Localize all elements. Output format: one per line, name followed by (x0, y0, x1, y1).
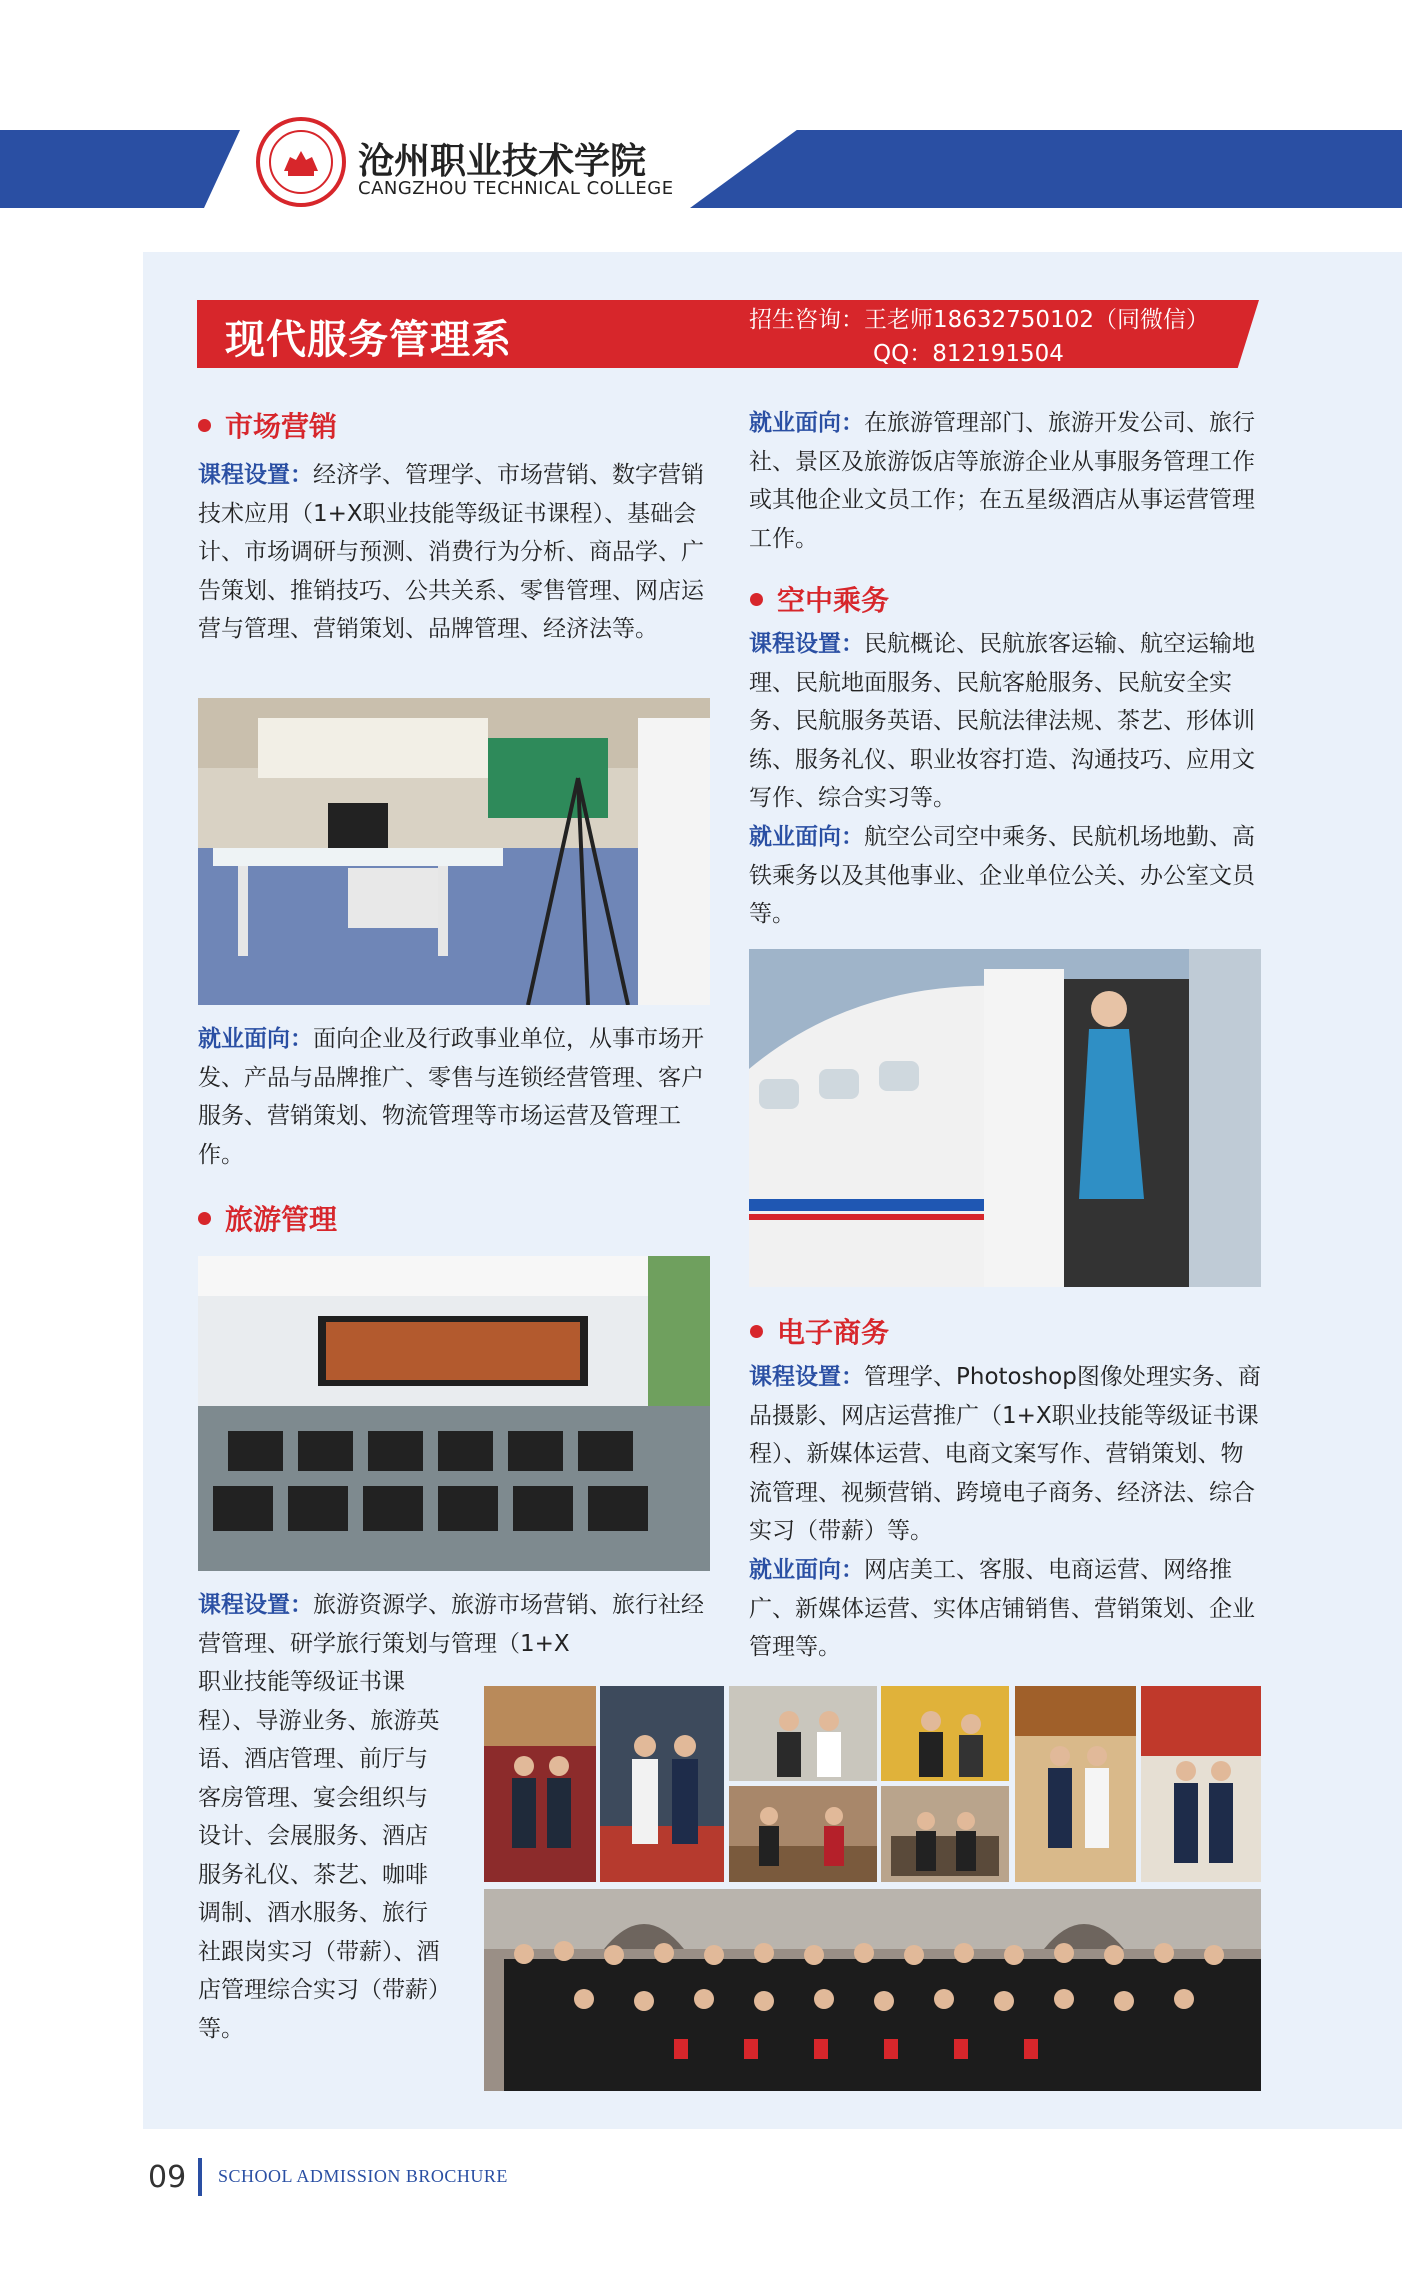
college-name: 沧州职业技术学院 (358, 141, 647, 182)
bullet-icon (750, 593, 763, 606)
tourism-course-text-wide: 旅游资源学、旅游市场营销、旅行社经营管理、研学旅行策划与管理（1+X (198, 1592, 704, 1657)
tourism-heading (198, 1198, 337, 1238)
course-label: 课程设置： (198, 462, 313, 488)
collage-photo-7 (1015, 1686, 1136, 1882)
tourism-classroom-photo (198, 1256, 710, 1571)
header-band-left (0, 130, 240, 208)
bullet-icon (750, 1325, 763, 1338)
collage-photo-8 (1141, 1686, 1261, 1882)
bullet-icon (198, 419, 211, 432)
flight-jobs (749, 818, 1261, 934)
marketing-jobs (198, 1020, 710, 1174)
job-label: 就业面向： (749, 410, 864, 436)
ecommerce-jobs (749, 1551, 1261, 1667)
course-label: 课程设置： (198, 1592, 313, 1618)
flight-heading-text: 空中乘务 (777, 584, 890, 617)
college-emblem-icon (266, 127, 336, 197)
tourism-heading-text: 旅游管理 (225, 1203, 338, 1236)
job-label: 就业面向： (198, 1026, 313, 1052)
marketing-job-text: 面向企业及行政事业单位，从事市场开发、产品与品牌推广、零售与连锁经营管理、客户服务、营销策划、物流管理等市场运营及管理工作。 (198, 1026, 704, 1168)
marketing-course-text: 经济学、管理学、市场营销、数字营销技术应用（1+X职业技能等级证书课程）、基础会计、市场调研与预测、消费行为分析、商品学、广告策划、推销技巧、公共关系、零售管理、网店运营与管理、营销策划、品牌管理、经济法等。 (198, 462, 704, 642)
collage-group-photo (484, 1889, 1261, 2091)
ecommerce-heading-text: 电子商务 (777, 1316, 890, 1349)
tourism-courses-wide (198, 1586, 710, 1663)
collage-photo-3 (729, 1686, 877, 1781)
footer-caption: SCHOOL ADMISSION BROCHURE (218, 2166, 508, 2186)
contact-qq: QQ：812191504 (873, 341, 1064, 367)
collage-photo-1 (484, 1686, 596, 1882)
marketing-heading-text: 市场营销 (225, 410, 338, 443)
ecommerce-course-text: 管理学、Photoshop图像处理实务、商品摄影、网店运营推广（1+X职业技能等级证书课程）、新媒体运营、电商文案写作、营销策划、物流管理、视频营销、跨境电子商务、经济法、综合实习（带薪）等。 (749, 1364, 1261, 1544)
course-label: 课程设置： (749, 631, 864, 657)
marketing-classroom-photo (198, 698, 710, 1005)
bullet-icon (198, 1212, 211, 1225)
ecommerce-job-text: 网店美工、客服、电商运营、网络推广、新媒体运营、实体店铺销售、营销策划、企业管理等。 (749, 1557, 1255, 1660)
job-label: 就业面向： (749, 1557, 864, 1583)
tourism-course-text-narrow: 职业技能等级证书课程）、导游业务、旅游英语、酒店管理、前厅与客房管理、宴会组织与设计、会展服务、酒店服务礼仪、茶艺、咖啡调制、酒水服务、旅行社跟岗实习（带薪）、酒店管理综合实习（带薪）等。 (198, 1669, 440, 2042)
collage-photo-6 (881, 1786, 1009, 1882)
flight-courses (749, 625, 1261, 818)
college-name-en: CANGZHOU TECHNICAL COLLEGE (358, 178, 674, 199)
flight-heading (750, 579, 889, 619)
collage-photo-4 (881, 1686, 1009, 1781)
collage-photo-5 (729, 1786, 877, 1882)
college-logo (256, 117, 346, 207)
tourism-courses-narrow (198, 1663, 448, 2048)
marketing-heading (198, 405, 337, 445)
flight-cabin-photo (749, 949, 1261, 1287)
tourism-jobs (749, 404, 1261, 558)
flight-job-text: 航空公司空中乘务、民航机场地勤、高铁乘务以及其他事业、企业单位公关、办公室文员等。 (749, 824, 1255, 927)
page-number: 09 (148, 2160, 187, 2195)
job-label: 就业面向： (749, 824, 864, 850)
header-band-right (690, 130, 1402, 208)
contact-phone: 招生咨询：王老师18632750102（同微信） (749, 307, 1209, 333)
collage-photo-2 (600, 1686, 724, 1882)
ecommerce-heading (750, 1311, 889, 1351)
ecommerce-courses (749, 1358, 1261, 1551)
flight-course-text: 民航概论、民航旅客运输、航空运输地理、民航地面服务、民航客舱服务、民航安全实务、民航服务英语、民航法律法规、茶艺、形体训练、服务礼仪、职业妆容打造、沟通技巧、应用文写作、综合实习等。 (749, 631, 1255, 811)
tourism-job-text: 在旅游管理部门、旅游开发公司、旅行社、景区及旅游饭店等旅游企业从事服务管理工作或其他企业文员工作；在五星级酒店从事运营管理工作。 (749, 410, 1255, 552)
department-title: 现代服务管理系 (225, 317, 512, 363)
footer-divider (198, 2158, 202, 2196)
course-label: 课程设置： (749, 1364, 864, 1390)
marketing-courses (198, 456, 710, 649)
